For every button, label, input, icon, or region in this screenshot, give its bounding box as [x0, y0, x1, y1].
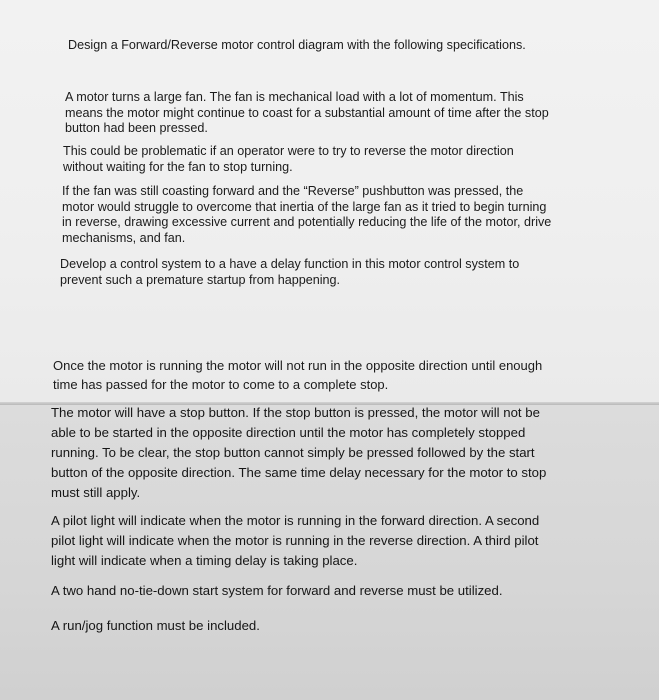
- paragraph-inertia: If the fan was still coasting forward and the “Reverse” pushbutton was pressed, the motor would struggle to overcome that inertia of the large fan as it tried to begin turning in reverse, drawing excessive current and potentially reducing the life of the motor, drive mechanisms, and fan.: [62, 184, 552, 245]
- paragraph-stop-button: The motor will have a stop button. If the stop button is pressed, the motor will not be able to be started in the opposite direction until the motor has completely stopped running. To be clear, the stop button cannot simply be pressed followed by the start button of the opposite direction. The same time delay necessary for the motor to stop must still apply.: [51, 405, 547, 500]
- paragraph-run-jog: A run/jog function must be included.: [51, 618, 260, 633]
- paragraph-motor-fan: A motor turns a large fan. The fan is mechanical load with a lot of momentum. This means the motor might continue to coast for a substantial amount of time after the stop button had been pressed.: [65, 90, 549, 135]
- paragraph-opposite-direction: Once the motor is running the motor will not run in the opposite direction until enough time has passed for the motor to come to a complete stop.: [53, 358, 543, 392]
- paragraph-pilot-lights: A pilot light will indicate when the motor is running in the forward direction. A second pilot light will indicate when the motor is running in the reverse direction. A third pilot light will indicate when a timing delay is taking place.: [51, 513, 540, 568]
- paragraph-two-hand-start: A two hand no-tie-down start system for forward and reverse must be utilized.: [51, 583, 503, 598]
- paragraph-reverse-problem: This could be problematic if an operator were to try to reverse the motor direction without waiting for the fan to stop turning.: [63, 144, 514, 174]
- paragraph-delay-function: Develop a control system to a have a delay function in this motor control system to prevent such a premature startup from happening.: [60, 257, 520, 287]
- document-title: Design a Forward/Reverse motor control diagram with the following specifications.: [68, 38, 526, 52]
